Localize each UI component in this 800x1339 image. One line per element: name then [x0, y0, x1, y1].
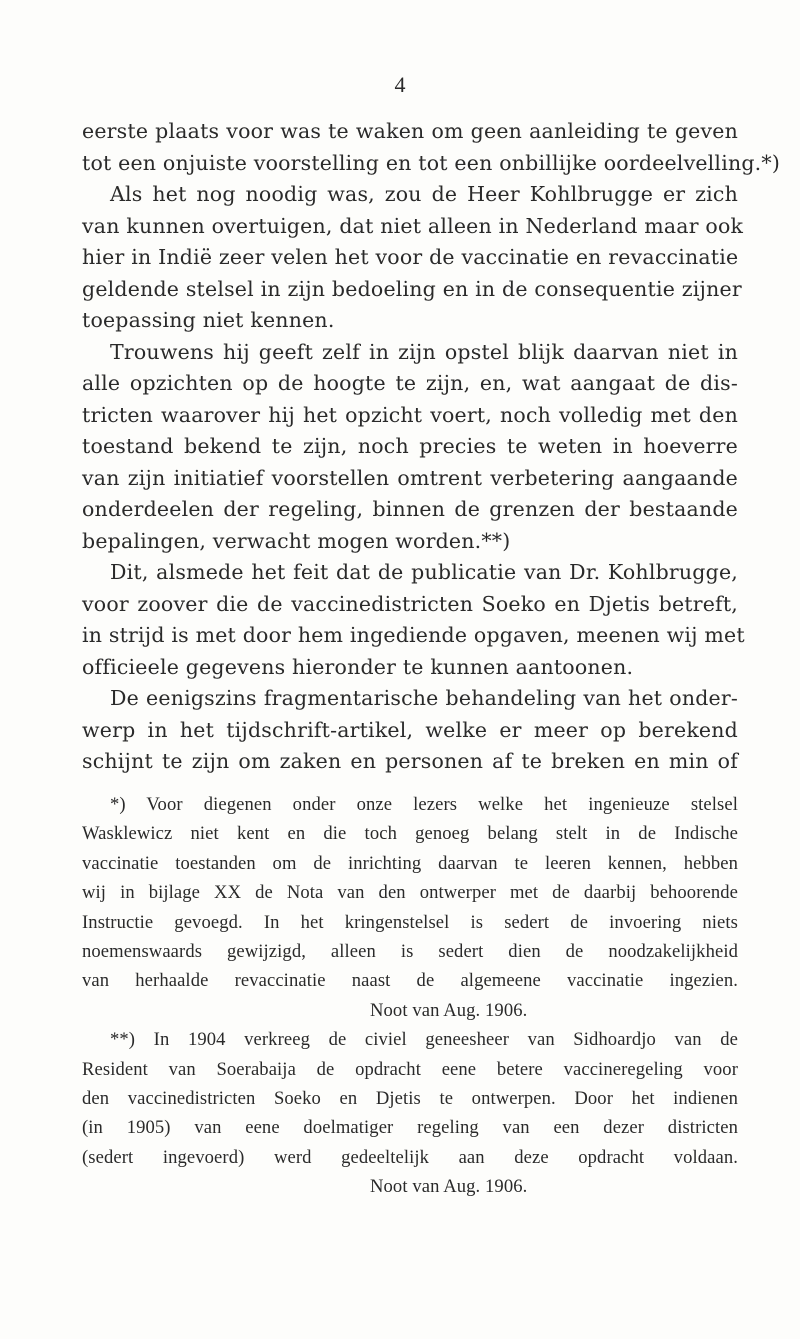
- footnote-line: Wasklewicz niet kent en die toch genoeg belang stelt in de Indische: [82, 823, 738, 845]
- footnote-line: van herhaalde revaccinatie naast de algemeene vaccinatie ingezien.: [82, 970, 738, 992]
- text-line: toepassing niet kennen.: [82, 308, 335, 332]
- footnotes: [82, 790, 738, 1201]
- text-line: toestand bekend te zijn, noch precies te weten in hoeverre: [82, 434, 738, 458]
- text-line: De eenigszins fragmentarische behandeling van het onder-: [110, 686, 738, 710]
- footnote-signature: Noot van Aug. 1906.: [370, 999, 528, 1021]
- text-line: schijnt te zijn om zaken en personen af te breken en min of: [82, 749, 738, 773]
- text-line: Dit, alsmede het feit dat de publicatie van Dr. Kohlbrugge,: [110, 560, 738, 584]
- footnote-line: den vaccinedistricten Soeko en Djetis te ontwerpen. Door het indienen: [82, 1087, 738, 1109]
- text-line: officieele gegevens hieronder te kunnen aantoonen.: [82, 654, 634, 679]
- text-line: tricten waarover hij het opzicht voert, noch volledig met den: [82, 402, 738, 427]
- footnote-line: **) In 1904 verkreeg de civiel geneesheer van Sidhoardjo van de: [110, 1029, 738, 1051]
- main-text: [82, 116, 781, 778]
- text-line: Als het nog noodig was, zou de Heer Kohlbrugge er zich: [110, 182, 738, 206]
- page-number: 4: [394, 72, 406, 97]
- footnote-signature: Noot van Aug. 1906.: [370, 1176, 528, 1198]
- text-line: werp in het tijdschrift-artikel, welke er meer op berekend: [82, 717, 738, 742]
- text-line: onderdeelen der regeling, binnen de grenzen der bestaande: [82, 497, 738, 521]
- text-line: alle opzichten op de hoogte te zijn, en, wat aangaat de dis-: [82, 371, 738, 395]
- footnote-line: *) Voor diegenen onder onze lezers welke het ingenieuze stelsel: [110, 794, 738, 815]
- text-line: tot een onjuiste voorstelling en tot een onbillijke oordeelvelling.*): [82, 150, 781, 175]
- text-line: hier in Indië zeer velen het voor de vaccinatie en revaccinatie: [82, 245, 739, 269]
- text-line: van kunnen overtuigen, dat niet alleen in Nederland maar ook: [82, 213, 744, 238]
- text-line: Trouwens hij geeft zelf in zijn opstel blijk daarvan niet in: [110, 339, 738, 364]
- footnote-line: wij in bijlage XX de Nota van den ontwerper met de daarbij behoorende: [82, 882, 738, 904]
- text-line: geldende stelsel in zijn bedoeling en in de consequentie zijner: [82, 276, 742, 301]
- footnote-line: (sedert ingevoerd) werd gedeeltelijk aan deze opdracht voldaan.: [82, 1146, 738, 1168]
- text-line: in strijd is met door hem ingediende opgaven, meenen wij met: [82, 623, 745, 647]
- text-line: van zijn initiatief voorstellen omtrent verbetering aangaande: [82, 465, 738, 490]
- footnote-line: Resident van Soerabaija de opdracht eene betere vaccineregeling voor: [82, 1058, 738, 1080]
- footnote-line: Instructie gevoegd. In het kringenstelsel is sedert de invoering niets: [82, 911, 738, 933]
- footnote-line: noemenswaards gewijzigd, alleen is sedert dien de noodzakelijkheid: [82, 940, 738, 962]
- text-line: voor zoover die de vaccinedistricten Soeko en Djetis betreft,: [82, 591, 738, 616]
- footnote-line: vaccinatie toestanden om de inrichting daarvan te leeren kennen, hebben: [82, 852, 738, 874]
- footnote-line: (in 1905) van eene doelmatiger regeling van een dezer districten: [82, 1117, 738, 1139]
- text-line: bepalingen, verwacht mogen worden.**): [82, 528, 511, 553]
- text-line: eerste plaats voor was te waken om geen aanleiding te geven: [82, 119, 738, 143]
